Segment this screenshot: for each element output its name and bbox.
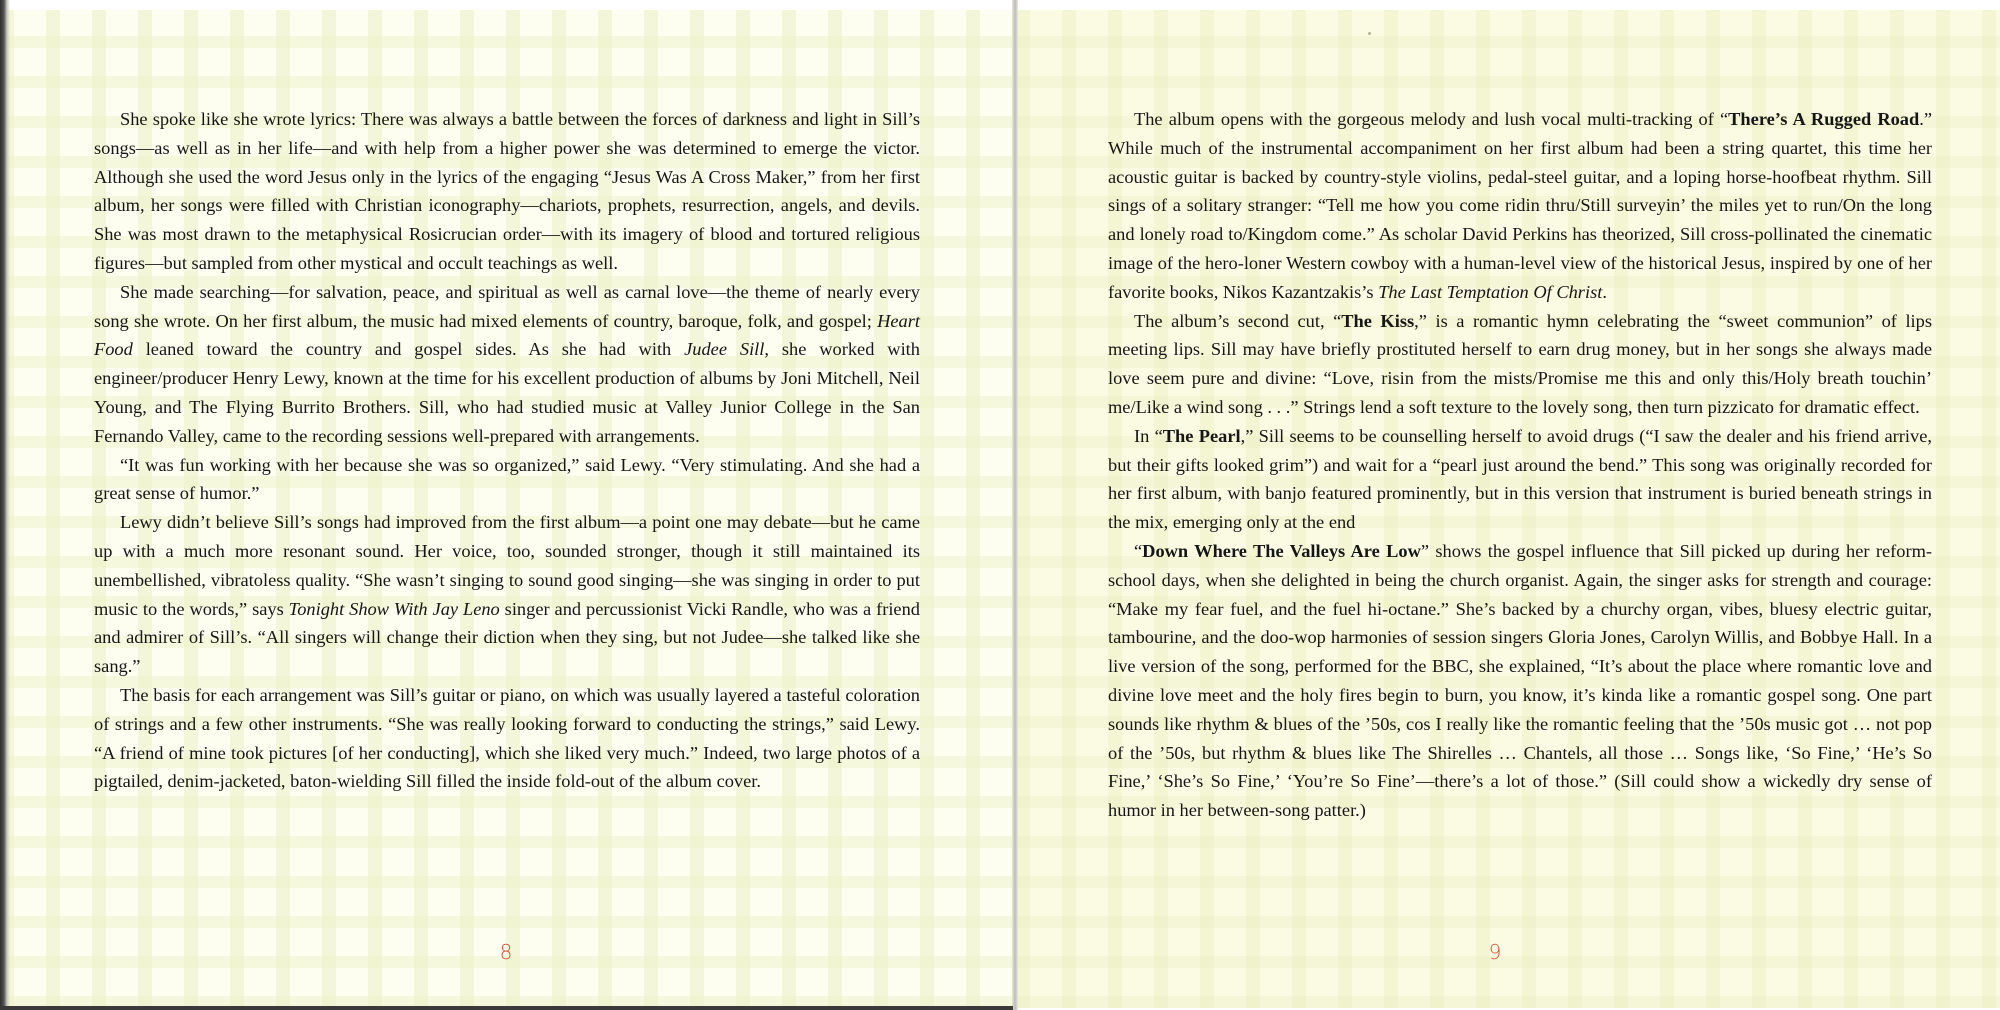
- right-page-body: [1108, 105, 1932, 825]
- text-run: ,” is a romantic hymn celebrating the “sweet communion” of lips meeting lips. Sill may have briefly prostituted herself to earn drug money, but in her songs she always made love seem pure and divine: “Love, risin from the mists/Promise me this and only this/Holy breath touchin’ me/Like a wind song . . .” Strings lend a soft texture to the lovely song, then turn pizzicato for dramatic effect.: [1108, 310, 1933, 417]
- text-run: “: [1134, 540, 1143, 561]
- italic-title: Tonight Show With Jay Leno: [288, 598, 500, 619]
- left-paragraph-5: [94, 681, 920, 796]
- song-title: Down Where The Valleys Are Low: [1142, 540, 1421, 561]
- left-paragraph-1: [94, 105, 920, 278]
- left-paragraph-4: [94, 508, 920, 681]
- song-title: There’s A Rugged Road: [1728, 109, 1920, 129]
- center-gutter: [1012, 0, 1018, 1010]
- left-page-number: 8: [499, 940, 513, 964]
- left-paragraph-2: [94, 278, 920, 451]
- text-run: The basis for each arrangement was Sill’s guitar or piano, on which was usually layered a tasteful coloration of strings and a few other instruments. “She was really looking forward to conducting the strings,” said Lewy. “A friend of mine took pictures [of her conducting], which she liked very much.” Indeed, two large photos of a pigtailed, denim-jacketed, baton-wielding Sill filled the inside fold-out of the album cover.: [94, 684, 920, 792]
- scan-bottom-edge: [0, 1006, 1013, 1010]
- right-page-number: 9: [1488, 940, 1502, 964]
- text-run: leaned toward the country and gospel sides. As she had with: [132, 339, 685, 360]
- text-run: , she worked with engineer/producer Henry Lewy, known at the time for his excellent production of albums by Joni Mitchell, Neil Young, and The Flying Burrito Brothers. Sill, who had studied music at Valley Junior College in the San Fernando Valley, came to the recording sessions well-prepared with arrangements.: [94, 339, 920, 446]
- left-binding-edge: [0, 0, 10, 1010]
- left-page: [0, 10, 1013, 1008]
- scan-top-edge: [0, 0, 2000, 10]
- song-title: The Pearl: [1162, 425, 1241, 446]
- text-run: .” While much of the instrumental accompaniment on her first album had been a string quartet, this time her acoustic guitar is backed by country-style violins, pedal-steel guitar, and a loping horse-hoofbeat rhythm. Sill sings of a solitary stranger: “Tell me how you come ridin thru/Still surveyin’ the miles yet to run/On the long and lonely road to/Kingdom come.” As scholar David Perkins has theorized, Sill cross-pollinated the cinematic image of the hero-loner Western cowboy with a human-level view of the historical Jesus, inspired by one of her favorite books, Nikos Kazantzakis’s: [1108, 109, 1932, 302]
- text-run: In “: [1134, 425, 1163, 446]
- text-run: She spoke like she wrote lyrics: There was always a battle between the forces of darkness and light in Sill’s songs—as well as in her life—and with help from a higher power she was determined to emerge the victor. Although she used the word Jesus only in the lyrics of the engaging “Jesus Was A Cross Maker,” from her first album, her songs were filled with Christian iconography—chariots, prophets, resurrection, angels, and devils. She was most drawn to the metaphysical Rosicrucian order—with its imagery of blood and tortured religious figures—but sampled from other mystical and occult teachings as well.: [94, 109, 920, 273]
- text-run: She made searching—for salvation, peace, and spiritual as well as carnal love—the theme of nearly every song she wrote. On her first album, the music had mixed elements of country, baroque, folk, and gospel;: [94, 281, 920, 331]
- text-run: The album opens with the gorgeous melody and lush vocal multi-tracking of “: [1134, 109, 1729, 129]
- italic-title: Heart Food: [94, 310, 920, 360]
- left-paragraph-3: [94, 451, 920, 509]
- right-paragraph-2: [1108, 307, 1932, 422]
- right-page: [1016, 10, 2000, 1008]
- right-paragraph-1: [1108, 105, 1932, 307]
- paper-speck: [1368, 32, 1371, 35]
- text-run: .: [1602, 281, 1607, 302]
- right-paragraph-4: [1108, 537, 1932, 825]
- song-title: The Kiss: [1341, 310, 1415, 331]
- right-paragraph-3: [1108, 422, 1932, 537]
- text-run: “It was fun working with her because she was so organized,” said Lewy. “Very stimulating. And she had a great sense of humor.”: [94, 454, 920, 504]
- text-run: The album’s second cut, “: [1134, 310, 1342, 331]
- text-run: ,” Sill seems to be counselling herself to avoid drugs (“I saw the dealer and his friend arrive, but their gifts looked grim”) and wait for a “pearl just around the bend.” This song was originally recorded for her first album, with banjo featured prominently, but in this version that instrument is buried beneath strings in the mix, emerging only at the end: [1108, 425, 1932, 533]
- text-run: singer and percussionist Vicki Randle, who was a friend and admirer of Sill’s. “All singers will change their diction when they sing, but not Judee—she talked like she sang.”: [94, 598, 920, 677]
- italic-title: Judee Sill: [684, 339, 765, 360]
- text-run: Lewy didn’t believe Sill’s songs had improved from the first album—a point one may debate—but he came up with a much more resonant sound. Her voice, too, sounded stronger, though it still maintained its unembellished, vibratoless quality. “She wasn’t singing to sound good singing—she was singing in order to put music to the words,” says: [94, 512, 920, 619]
- left-page-body: [94, 105, 920, 796]
- text-run: ” shows the gospel influence that Sill picked up during her reform-school days, when she delighted in being the church organist. Again, the singer asks for strength and courage: “Make my fear fuel, and the fuel hi-octane.” She’s backed by a churchy organ, vibes, bluesy electric guitar, tambourine, and the doo-wop harmonies of session singers Gloria Jones, Carolyn Willis, and Bobbye Hall. In a live version of the song, performed for the BBC, she explained, “It’s about the place where romantic love and divine love meet and the holy fires begin to burn, you know, it’s kinda like a romantic gospel song. One part sounds like rhythm & blues of the ’50s, cos I really like the romantic feeling that the ’50s music got … not pop of the ’50s, but rhythm & blues like The Shirelles … Chantels, all those … Songs like, ‘So Fine,’ ‘He’s So Fine,’ ‘She’s So Fine,’ ‘You’re So Fine’—there’s a lot of those.” (Sill could show a wickedly dry sense of humor in her between-song patter.): [1108, 540, 1932, 821]
- italic-title: The Last Temptation Of Christ: [1378, 281, 1603, 302]
